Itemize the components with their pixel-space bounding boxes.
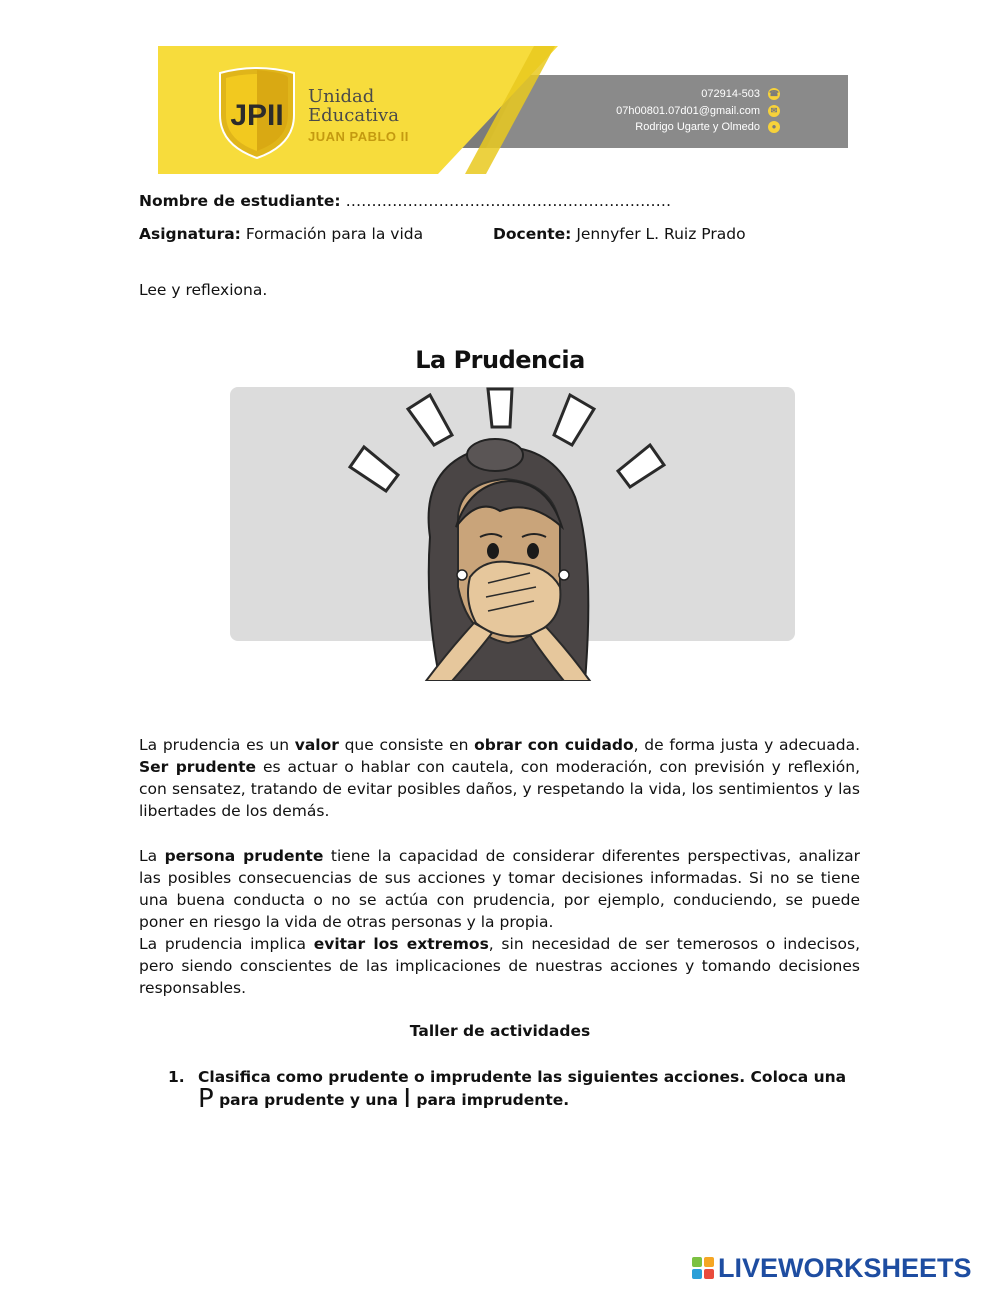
contact-address <box>616 119 780 136</box>
paragraph-prudent-person <box>139 845 860 999</box>
school-contacts <box>616 86 780 136</box>
student-name-row <box>139 192 671 210</box>
subject-value: Formación para la vida <box>245 225 424 243</box>
email-icon: ✉ <box>768 105 780 117</box>
p1-bold-valor: valor <box>294 736 339 754</box>
school-header-banner <box>158 46 848 174</box>
p1-text-2: que consiste en <box>338 736 475 754</box>
school-name <box>308 88 409 143</box>
school-name-line3: JUAN PABLO II <box>308 129 409 144</box>
p3-text-1: La prudencia implica <box>139 935 314 953</box>
p1-bold-ser-prudente: Ser prudente <box>139 758 257 776</box>
p3-bold-extremos: evitar los extremos <box>313 935 489 953</box>
p2-text-1: La <box>139 847 165 865</box>
q1-letter-p: P <box>198 1084 214 1114</box>
contact-phone <box>616 86 780 103</box>
liveworksheets-grid-icon <box>692 1257 714 1279</box>
subject-label: Asignatura: <box>139 225 241 243</box>
phone-icon: ☎ <box>769 89 779 99</box>
contact-email <box>616 103 780 120</box>
school-name-line2: Educativa <box>308 105 399 126</box>
email-text: 07h00801.07d01@gmail.com <box>616 104 760 117</box>
q1-text-a: Clasifica como prudente o imprudente las siguientes acciones. Coloca una <box>198 1068 847 1086</box>
student-name-blank[interactable]: ……………………………………………………… <box>345 192 672 210</box>
student-name-label: Nombre de estudiante: <box>139 192 341 210</box>
question-1-number: 1. <box>168 1068 185 1086</box>
q1-text-c: para imprudente. <box>410 1091 570 1109</box>
question-1-text <box>198 1066 868 1114</box>
paragraph-definition <box>139 734 860 822</box>
liveworksheets-logo[interactable] <box>692 1253 972 1283</box>
teacher-label: Docente: <box>493 225 572 243</box>
p1-text-4: es actuar o hablar con cautela, con moderación, con previsión y reflexión, con sensatez, tratando de evitar posibles daños, y respetando la vida, los sentimientos y las libertades de los demás. <box>139 758 860 820</box>
p1-text-3: , de forma justa y adecuada. <box>633 736 861 754</box>
phone-text: 072914-503 <box>701 88 760 100</box>
q1-text-b: para prudente y una <box>213 1091 404 1109</box>
instruction-text: Lee y reflexiona. <box>139 281 268 299</box>
p1-bold-obrar: obrar con cuidado <box>474 736 634 754</box>
p3-text-2: , sin necesidad de ser temerosos o indecisos, pero siendo conscientes de las implicaciones de nuestras acciones y tomando decisiones responsables. <box>139 935 860 997</box>
location-icon: ● <box>768 121 780 133</box>
teacher-row <box>493 225 746 243</box>
school-shield-logo <box>212 65 302 160</box>
liveworksheets-text: LIVEWORKSHEETS <box>718 1252 972 1283</box>
teacher-value: Jennyfer L. Ruiz Prado <box>576 225 746 243</box>
svg-text:JPII: JPII <box>230 99 284 132</box>
p2-bold-persona: persona prudente <box>164 847 324 865</box>
q1-letter-i: I <box>403 1084 411 1114</box>
p1-text-1: La prudencia es un <box>139 736 295 754</box>
workshop-title: Taller de actividades <box>409 1022 591 1040</box>
school-name-line1: Unidad <box>308 86 375 107</box>
prudence-illustration <box>230 387 795 681</box>
subject-row <box>139 225 423 243</box>
address-text: Rodrigo Ugarte y Olmedo <box>635 121 760 133</box>
p2-text-2: tiene la capacidad de considerar diferentes perspectivas, analizar las posibles consecuencias de sus acciones y tomar decisiones informadas. Si no se tiene una buena conducta o no se actúa con prudencia, por ejemplo, conduciendo, se puede poner en riesgo la vida de otras personas y la propia. <box>139 847 861 931</box>
page-title: La Prudencia <box>415 346 585 374</box>
